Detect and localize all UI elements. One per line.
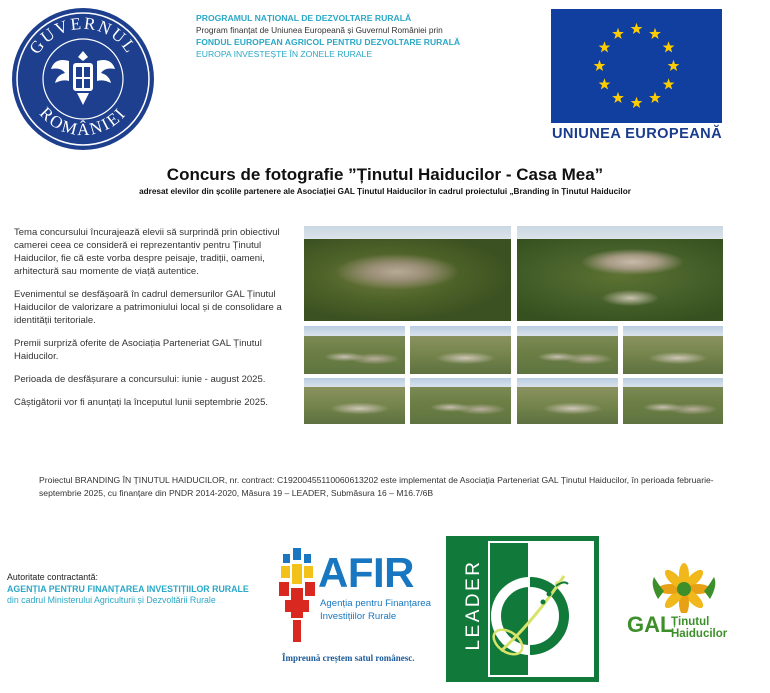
paragraph-period: Perioada de desfășurare a concursului: iunie - august 2025. bbox=[14, 374, 266, 385]
gal-name bbox=[671, 616, 727, 640]
eu-star-icon bbox=[599, 78, 611, 89]
gal-wordmark: GAL bbox=[627, 612, 674, 637]
aerial-photo-village-1 bbox=[304, 326, 405, 374]
authority-ministry: din cadrul Ministerului Agriculturii și Dezvoltării Rurale bbox=[7, 595, 216, 605]
eu-star-icon bbox=[612, 92, 624, 103]
afir-full-name: Agenția pentru Finanțarea Investițiilor Rurale bbox=[320, 598, 431, 622]
authority-label: Autoritate contractantă: bbox=[7, 572, 98, 582]
eu-star-icon bbox=[668, 60, 680, 71]
page-title: Concurs de fotografie ”Ținutul Haiducilor - Casa Mea” bbox=[166, 165, 604, 184]
gal-name-line-1: Ținutul bbox=[671, 616, 710, 628]
aerial-photo-village-3 bbox=[517, 326, 618, 374]
paragraph-prizes: Premii surpriză oferite de Asociația Parteneriat GAL Ținutul Haiducilor. bbox=[14, 338, 262, 362]
seal-text-bottom: ROMÂNIEI bbox=[35, 103, 131, 140]
invest-slogan: EUROPA INVESTEȘTE ÎN ZONELE RURALE bbox=[196, 49, 373, 59]
program-funding-text: Program finanțat de Uniunea Europeană și Guvernul României prin bbox=[196, 25, 443, 35]
aerial-photo-hill-1 bbox=[304, 226, 511, 321]
government-seal bbox=[9, 7, 157, 151]
page-subtitle: adresat elevilor din școlile partenere ale Asociației GAL Ținutul Haiducilor în cadrul proiectului „Branding în Ținutul Haiducilor bbox=[139, 187, 631, 196]
eu-star-icon bbox=[663, 41, 675, 52]
eu-star-icon bbox=[649, 92, 661, 103]
authority-agency: AGENȚIA PENTRU FINANȚAREA INVESTIȚIILOR RURALE bbox=[7, 583, 249, 594]
eu-star-icon bbox=[599, 41, 611, 52]
aerial-photo-village-2 bbox=[410, 326, 511, 374]
eu-star-icon bbox=[631, 97, 643, 108]
aerial-photo-village-4 bbox=[623, 326, 723, 374]
eu-star-icon bbox=[594, 60, 606, 71]
aerial-photo-village-8 bbox=[623, 378, 723, 424]
project-note: Proiectul BRANDING ÎN ȚINUTUL HAIDUCILOR, nr. contract: C19200455110060613202 este implementat de Asociația Parteneriat GAL Ținutul Haiducilor, în perioada februarie- septembrie 2025, cu finanțare din PNDR 2014-2020, Măsura 19 – LEADER, Submăsura 16 – M16.7/6B bbox=[39, 475, 714, 498]
leader-text: LEADER bbox=[463, 559, 484, 651]
gal-name-line-2: Haiducilor bbox=[671, 628, 728, 640]
aerial-photo-hill-2 bbox=[517, 226, 723, 321]
eu-star-icon bbox=[649, 28, 661, 39]
eu-flag bbox=[551, 9, 722, 123]
program-title: PROGRAMUL NAȚIONAL DE DEZVOLTARE RURALĂ bbox=[196, 13, 412, 23]
description-text bbox=[14, 226, 296, 419]
eu-star-icon bbox=[631, 23, 643, 34]
seal-text-top: GUVERNUL bbox=[25, 13, 141, 58]
fund-name: FONDUL EUROPEAN AGRICOL PENTRU DEZVOLTARE RURALĂ bbox=[196, 37, 461, 47]
afir-motto: Împreună creștem satul românesc. bbox=[282, 653, 415, 663]
leader-wordmark bbox=[446, 536, 486, 682]
paragraph-theme: Tema concursului încurajează elevii să surprindă prin obiectivul camerei ceea ce consideră ei reprezentantiv pentru Ținutul Haiducilor, fie că este vorba despre peisaje, tradiții, oameni, arhitectură sau momente de viață autentice. bbox=[14, 227, 280, 277]
eu-star-icon bbox=[612, 28, 624, 39]
afir-wordmark: AFIR bbox=[318, 549, 414, 596]
aerial-photo-village-5 bbox=[304, 378, 405, 424]
eu-label: UNIUNEA EUROPEANĂ bbox=[551, 126, 723, 142]
paragraph-context: Evenimentul se desfășoară în cadrul demersurilor GAL Ținutul Haiducilor de valorizare a patrimoniului local și de consolidare a identității teritoriale. bbox=[14, 289, 282, 326]
aerial-photo-village-6 bbox=[410, 378, 511, 424]
paragraph-winners: Câștigătorii vor fi anunțați la începutul lunii septembrie 2025. bbox=[14, 397, 269, 408]
contracting-authority bbox=[7, 572, 272, 607]
program-info bbox=[196, 12, 536, 60]
aerial-photo-village-7 bbox=[517, 378, 618, 424]
eu-star-icon bbox=[663, 78, 675, 89]
